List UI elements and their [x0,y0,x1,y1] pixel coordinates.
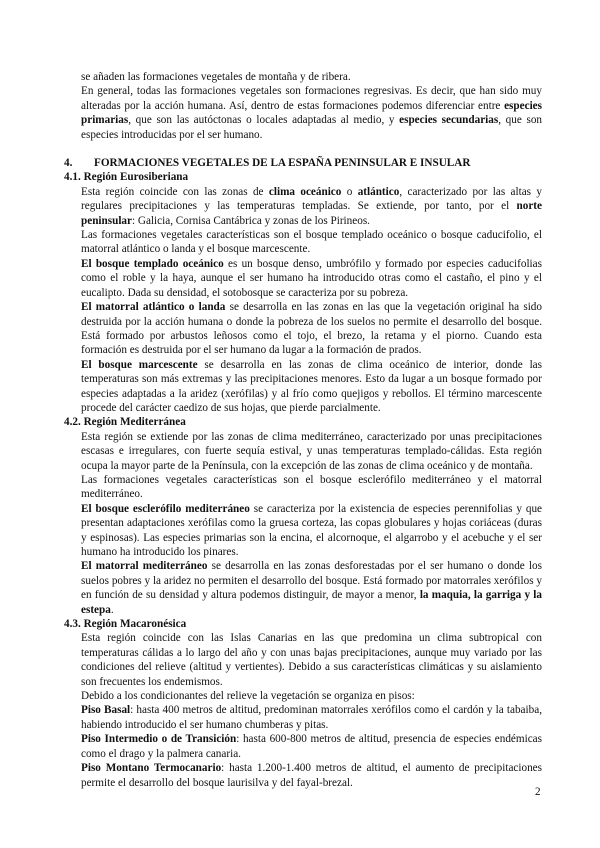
intro-paragraph: En general, todas las formaciones vegetales son formaciones regresivas. Es decir, que han sido muy alteradas por la acción humana. Así, dentro de estas formaciones podemos diferenciar entre especies primarias, que son las autóctonas o locales adaptadas al medio, y especies secundarias, que son especies introducidas por el ser humano. [81,85,543,141]
intro-line: se añaden las formaciones vegetales de montaña y de ribera. [81,71,351,83]
s43-paragraph-5: Piso Montano Termocanario: hasta 1.200-1.400 metros de altitud, el aumento de precipitaciones permite el desarrollo del bosque laurisilva y del fayal-brezal. [81,762,542,789]
s41-paragraph-1: Esta región coincide con las zonas de clima oceánico o atlántico, caracterizado por las altas y regulares precipitaciones y las temperaturas templadas. Se extiende, por tanto, por el norte peninsular: Galicia, Cornisa Cantábrica y zonas de los Pirineos. [81,185,542,227]
s41-paragraph-2: Las formaciones vegetales características son el bosque templado oceánico o bosque caducifolio, el matorral atlántico o landa y el bosque marcescente. [81,229,542,256]
section-4-3-heading: 4.3. Región Macaronésica [64,618,187,631]
s42-paragraph-3: El bosque esclerófilo mediterráneo se caracteriza por la existencia de especies perennifolias y que presentan adaptaciones xerófilas como la gruesa corteza, las copas globulares y hojas coriáceas (duras y espinosas). Las especies primarias son la encina, el alcornoque, el algarrobo y el acebuche y el ser humano ha introducido los pinares. [81,502,542,558]
s42-paragraph-4: El matorral mediterráneo se desarrolla en las zonas desforestadas por el ser humano o donde los suelos pobres y la aridez no permiten el desarrollo del bosque. Está formado por matorrales xerófilos y en función de su densidad y altura podemos distinguir, de mayor a menor, la maquia, la garriga y la estepa. [81,560,542,616]
section-4-heading: 4. FORMACIONES VEGETALES DE LA ESPAÑA PENINSULAR E INSULAR [64,157,471,170]
s43-paragraph-2: Debido a los condicionantes del relieve la vegetación se organiza en pisos: [81,690,415,703]
s43-paragraph-4: Piso Intermedio o de Transición: hasta 600-800 metros de altitud, presencia de especies endémicas como el drago y la palmera canaria. [81,733,542,760]
s41-paragraph-5: El bosque marcescente se desarrolla en las zonas de clima oceánico de interior, donde las temperaturas son más extremas y las precipitaciones menores. Esto da lugar a un bosque formado por especies adaptadas a la aridez (xerófilas) y al frío como quejigos y rebollos. El término marcescente procede del carácter caedizo de sus hojas, que pierde parcialmente. [81,358,542,414]
section-4-1-heading: 4.1. Región Eurosiberiana [64,171,189,184]
s43-paragraph-1: Esta región coincide con las Islas Canarias en las que predomina un clima subtropical con temperaturas cálidas a lo largo del año y con unas bajas precipitaciones, aunque muy variado por las condiciones del relieve (altitud y vertientes). Debido a sus características climáticas y su aislamiento son frecuentes los endemismos. [81,632,542,688]
document-body [64,70,542,790]
s41-paragraph-3: El bosque templado oceánico es un bosque denso, umbrófilo y formado por especies caducifolias como el roble y la haya, aunque el ser humano ha introducido otras como el castaño, el pino y el eucalipto. Dada su densidad, el sotobosque se caracteriza por su pobreza. [81,257,542,299]
s43-paragraph-3: Piso Basal: hasta 400 metros de altitud, predominan matorrales xerófilos como el cardón y la tabaiba, habiendo introducido el ser humano chumberas y pitas. [81,704,542,731]
s42-paragraph-2: Las formaciones vegetales características son el bosque esclerófilo mediterráneo y el matorral mediterráneo. [81,473,542,501]
section-4-2-heading: 4.2. Región Mediterránea [64,416,186,429]
s41-paragraph-4: El matorral atlántico o landa se desarrolla en las zonas en las que la vegetación original ha sido destruida por la acción humana o donde la pobreza de los suelos no permite el desarrollo del bosque. Está formado por arbustos leñosos como el tojo, el brezo, la retama y el piorno. Cuando esta formación es destruida por el ser humano da lugar a la formación de prados. [81,301,542,357]
s42-paragraph-1: Esta región se extiende por las zonas de clima mediterráneo, caracterizado por unas precipitaciones escasas e irregulares, con fuerte sequía estival, y unas temperaturas templado-cálidas. Esta región ocupa la mayor parte de la Península, con la excepción de las zonas de clima oceánico y de montaña. [81,430,542,472]
page-number: 2 [535,786,541,798]
